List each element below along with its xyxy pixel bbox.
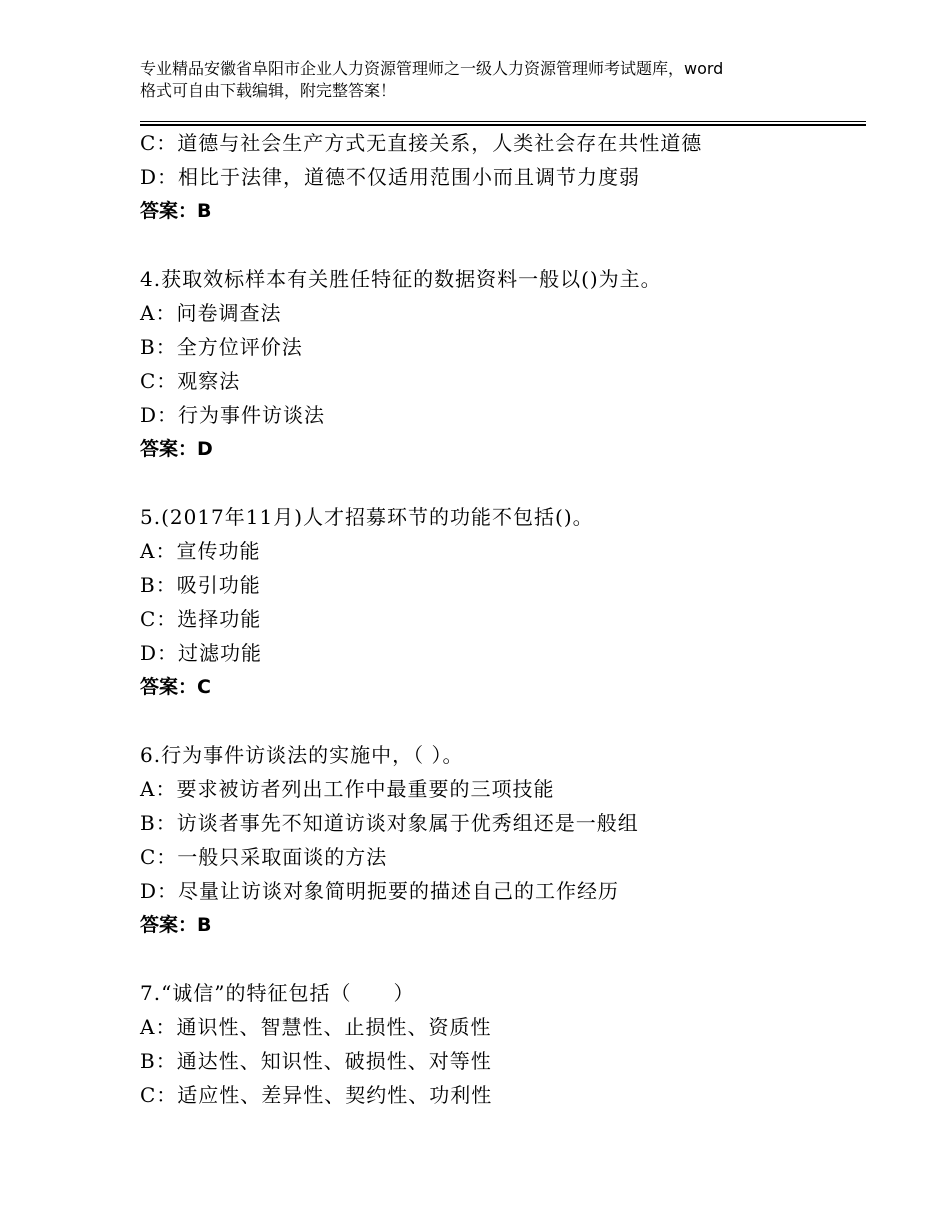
answer: 答案：B: [140, 914, 212, 936]
answer: 答案：D: [140, 438, 213, 460]
question-3-tail: [140, 126, 866, 228]
question-stem: 4.获取效标样本有关胜任特征的数据资料一般以()为主。: [140, 267, 662, 291]
option-a: A：问卷调查法: [140, 301, 282, 325]
option-a: A：要求被访者列出工作中最重要的三项技能: [140, 777, 555, 801]
option-a: A：通识性、智慧性、止损性、资质性: [140, 1015, 492, 1039]
option-b: B：全方位评价法: [140, 335, 303, 359]
option-c: C：观察法: [140, 369, 241, 393]
option-d: D：行为事件访谈法: [140, 403, 326, 427]
answer: 答案：B: [140, 200, 212, 222]
question-list: [140, 126, 866, 1112]
option-d: D：相比于法律，道德不仅适用范围小而且调节力度弱: [140, 165, 641, 189]
spacer: [140, 466, 866, 500]
question-stem: 5.(2017年11月)人才招募环节的功能不包括()。: [140, 505, 594, 529]
header-line-1: 专业精品安徽省阜阳市企业人力资源管理师之一级人力资源管理师考试题库，word: [140, 59, 724, 78]
spacer: [140, 704, 866, 738]
header-divider-thin: [140, 121, 866, 122]
question-stem: 6.行为事件访谈法的实施中，（ ）。: [140, 743, 464, 767]
question-stem: 7.“诚信”的特征包括（ ）: [140, 981, 415, 1005]
question-7: [140, 976, 866, 1112]
option-c: C：一般只采取面谈的方法: [140, 845, 388, 869]
question-5: [140, 500, 866, 704]
option-d: D：尽量让访谈对象简明扼要的描述自己的工作经历: [140, 879, 620, 903]
option-c: C：道德与社会生产方式无直接关系，人类社会存在共性道德: [140, 131, 703, 155]
option-a: A：宣传功能: [140, 539, 261, 563]
option-c: C：适应性、差异性、契约性、功利性: [140, 1083, 493, 1107]
option-c: C：选择功能: [140, 607, 262, 631]
option-b: B：吸引功能: [140, 573, 261, 597]
header-line-2: 格式可自由下载编辑，附完整答案！: [140, 81, 397, 100]
spacer: [140, 228, 866, 262]
option-d: D：过滤功能: [140, 641, 263, 665]
option-b: B：访谈者事先不知道访谈对象属于优秀组还是一般组: [140, 811, 639, 835]
document-header: [140, 58, 840, 102]
question-6: [140, 738, 866, 942]
option-b: B：通达性、知识性、破损性、对等性: [140, 1049, 492, 1073]
answer: 答案：C: [140, 676, 211, 698]
spacer: [140, 942, 866, 976]
question-4: [140, 262, 866, 466]
